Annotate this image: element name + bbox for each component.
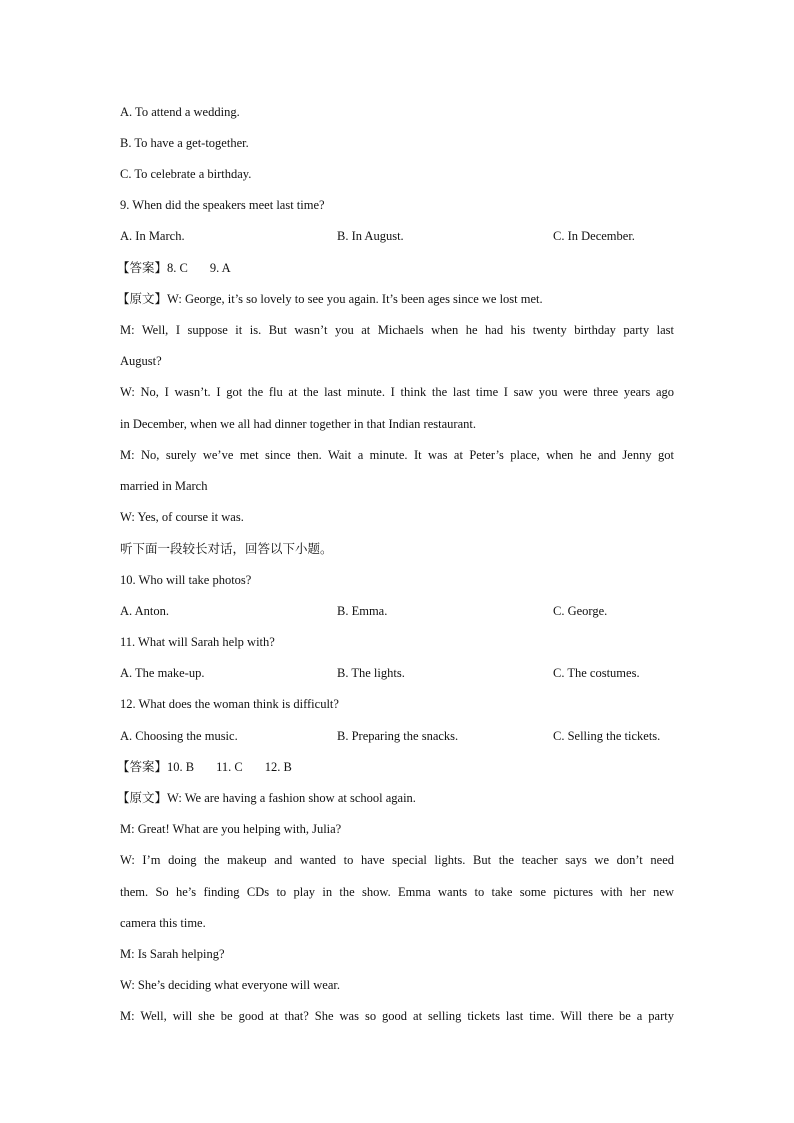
transcript-1-line-3: August?	[120, 354, 162, 368]
q8-option-b: B. To have a get-together.	[120, 136, 249, 150]
answer-item: 9. A	[209, 261, 231, 275]
transcript-2-line-1: 【原文】W: We are having a fashion show at school again.	[117, 791, 416, 805]
q12-question: 12. What does the woman think is difficult?	[120, 697, 339, 711]
transcript-1-line-6: M: No, surely we’ve met since then. Wait a minute. It was at Peter’s place, when he and Jenny got	[120, 448, 674, 462]
transcript-2-line-5: camera this time.	[120, 916, 206, 930]
q11-option-c: C. The costumes.	[553, 666, 640, 680]
q9-option-b: B. In August.	[337, 229, 404, 243]
section-instruction: 听下面一段较长对话，回答以下小题。	[120, 541, 333, 556]
q8-option-c: C. To celebrate a birthday.	[120, 167, 252, 181]
transcript-label: 【原文】	[117, 791, 168, 805]
q9-option-a: A. In March.	[120, 229, 185, 243]
answer-block-2	[117, 759, 292, 775]
answer-item: 11. C	[216, 760, 243, 774]
q10-question: 10. Who will take photos?	[120, 573, 252, 587]
q11-option-a: A. The make-up.	[120, 666, 205, 680]
transcript-label: 【原文】	[117, 292, 168, 306]
q9-option-c: C. In December.	[553, 229, 635, 243]
answer-item: 12. B	[264, 760, 292, 774]
answer-block-1	[117, 260, 231, 276]
q12-option-a: A. Choosing the music.	[120, 729, 238, 743]
q11-question: 11. What will Sarah help with?	[120, 635, 275, 649]
answer-item: 8. C	[167, 261, 188, 275]
answer-label: 【答案】	[117, 760, 168, 774]
transcript-2-line-4: them. So he’s finding CDs to play in the show. Emma wants to take some pictures with her new	[120, 885, 674, 899]
transcript-1-line-2: M: Well, I suppose it is. But wasn’t you at Michaels when he had his twenty birthday party last	[120, 323, 674, 337]
q8-option-a: A. To attend a wedding.	[120, 105, 240, 119]
q12-option-c: C. Selling the tickets.	[553, 729, 661, 743]
q10-option-b: B. Emma.	[337, 604, 388, 618]
q9-question: 9. When did the speakers meet last time?	[120, 198, 325, 212]
answer-item: 10. B	[167, 760, 195, 774]
q11-option-b: B. The lights.	[337, 666, 405, 680]
transcript-2-line-6: M: Is Sarah helping?	[120, 947, 225, 961]
transcript-1-line-7: married in March	[120, 479, 208, 493]
q12-option-b: B. Preparing the snacks.	[337, 729, 459, 743]
transcript-2-line-7: W: She’s deciding what everyone will wear.	[120, 978, 340, 992]
transcript-2-line-2: M: Great! What are you helping with, Julia?	[120, 822, 342, 836]
q10-option-a: A. Anton.	[120, 604, 169, 618]
transcript-1-line-1: 【原文】W: George, it’s so lovely to see you again. It’s been ages since we lost met.	[117, 292, 543, 306]
q10-option-c: C. George.	[553, 604, 608, 618]
transcript-1-line-4: W: No, I wasn’t. I got the flu at the last minute. I think the last time I saw you were three years ago	[120, 385, 674, 399]
transcript-2-line-8: M: Well, will she be good at that? She was so good at selling tickets last time. Will there be a party	[120, 1009, 674, 1023]
transcript-1-line-5: in December, when we all had dinner together in that Indian restaurant.	[120, 417, 476, 431]
transcript-2-line-3: W: I’m doing the makeup and wanted to have special lights. But the teacher says we don’t need	[120, 853, 674, 867]
transcript-1-line-8: W: Yes, of course it was.	[120, 510, 244, 524]
answer-label: 【答案】	[117, 261, 168, 275]
